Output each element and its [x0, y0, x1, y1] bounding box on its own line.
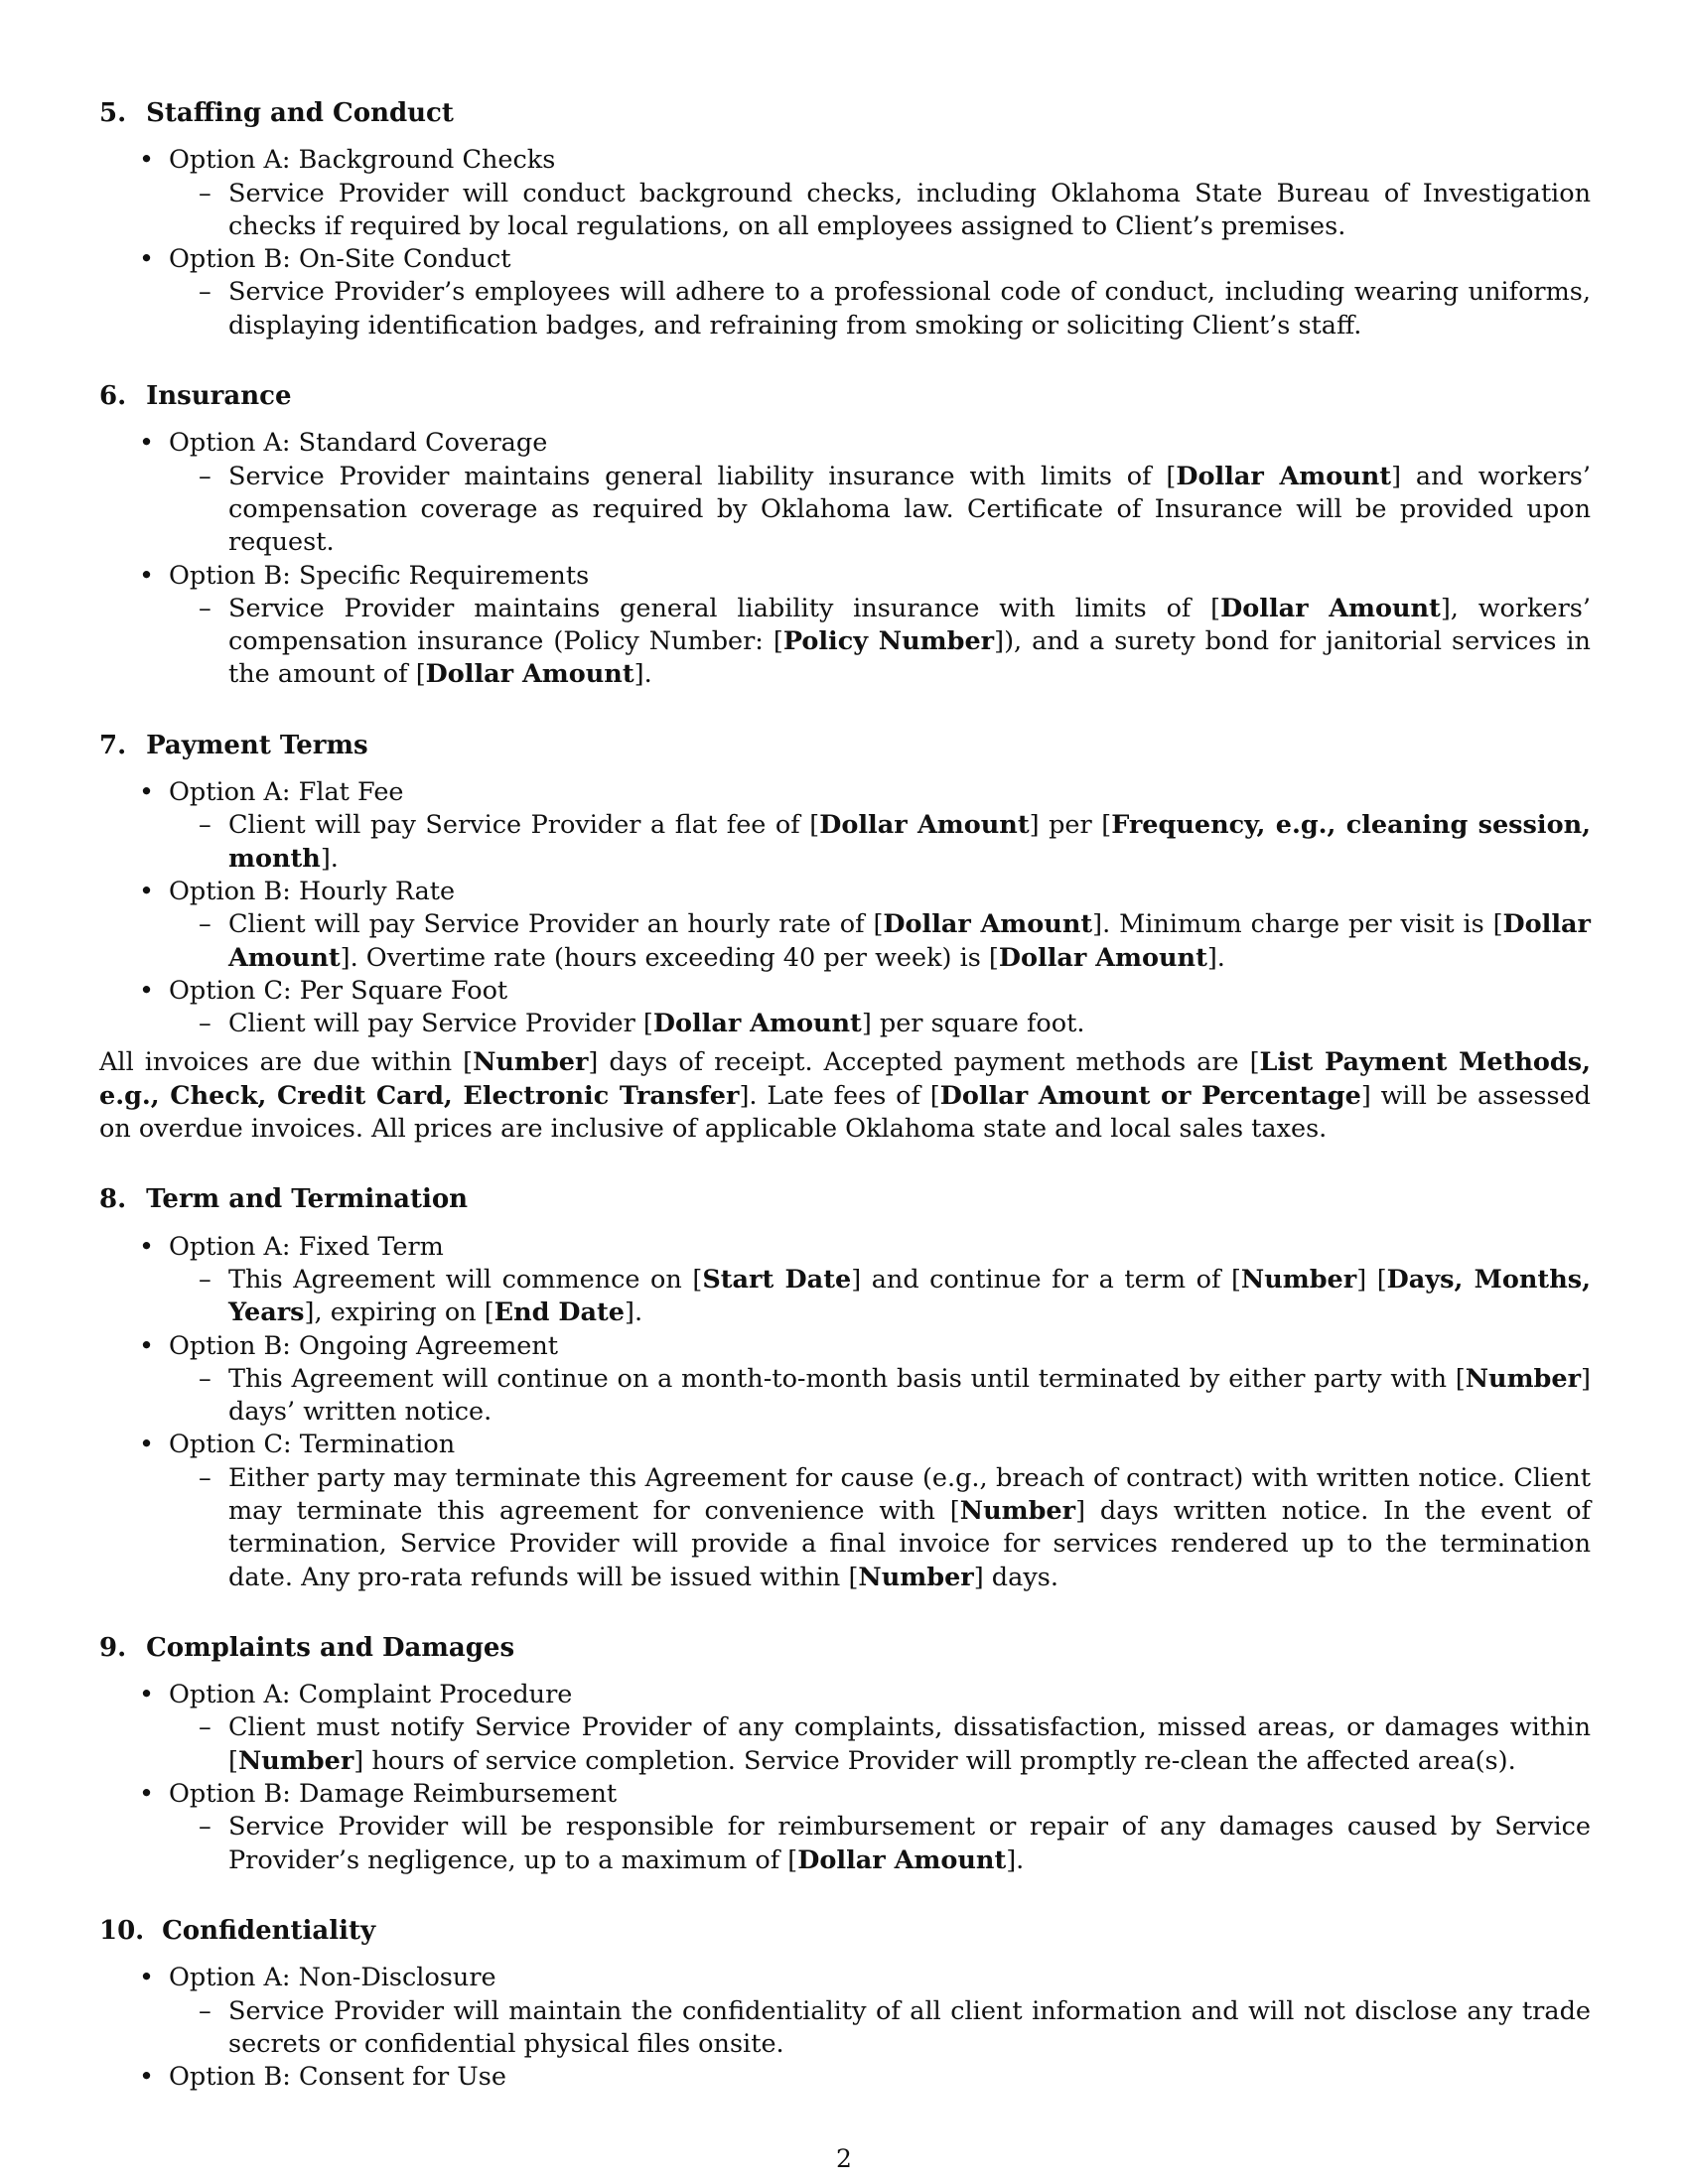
- detail-text: This Agreement will commence on [Start Date] and continue for a term of [Number] [Days, Months, Years], expiring on [End Date].: [228, 1264, 1591, 1328]
- section-title: Complaints and Damages: [146, 1632, 515, 1663]
- detail-text: Client will pay Service Provider [Dollar Amount] per square foot.: [228, 1009, 1085, 1039]
- detail-text: Service Provider maintains general liability insurance with limits of [Dollar Amount] and workers’ compensation coverage as required by Oklahoma law. Certificate of Insurance will be provided upon request.: [228, 461, 1591, 558]
- option-list: [99, 427, 1591, 691]
- dash-icon: –: [199, 810, 211, 841]
- option-label: Option A: Flat Fee: [169, 777, 404, 808]
- dash-icon: –: [199, 593, 211, 623]
- bullet-icon: •: [139, 1231, 155, 1262]
- option-list: [99, 1962, 1591, 2094]
- section-number: 5.: [99, 98, 127, 128]
- option-label: Option B: Specific Requirements: [169, 560, 590, 591]
- placeholder-field: List Payment Methods, e.g., Check, Credit Card, Electronic Transfer: [99, 1047, 1591, 1111]
- page-number: 2: [836, 2144, 852, 2173]
- bullet-icon: •: [139, 1779, 155, 1810]
- placeholder-field: Dollar Amount: [797, 1844, 1007, 1875]
- option-detail: [169, 461, 1591, 560]
- bullet-icon: •: [139, 1330, 155, 1361]
- placeholder-field: Number: [237, 1745, 354, 1776]
- placeholder-field: Number: [959, 1495, 1076, 1526]
- section-title: Payment Terms: [146, 730, 368, 760]
- placeholder-field: Dollar Amount or Percentage: [939, 1080, 1361, 1111]
- option-list: [99, 1231, 1591, 1594]
- dash-icon: –: [199, 1995, 211, 2026]
- dash-icon: –: [199, 1462, 211, 1493]
- section-title: Confidentiality: [162, 1915, 376, 1946]
- option-item: [99, 1962, 1591, 2061]
- bullet-icon: •: [139, 244, 155, 275]
- option-label: Option A: Complaint Procedure: [169, 1680, 573, 1710]
- detail-text: Client must notify Service Provider of any complaints, dissatisfaction, missed areas, or damages within [Number] hours of service completion. Service Provider will promptly re-clean the affected area(s).: [228, 1712, 1591, 1776]
- detail-text: Service Provider will conduct background checks, including Oklahoma State Bureau of Investigation checks if required by local regulations, on all employees assigned to Client’s premises.: [228, 178, 1591, 241]
- option-item: [99, 876, 1591, 975]
- bullet-icon: •: [139, 975, 155, 1006]
- placeholder-field: Dollar Amount: [1176, 461, 1392, 491]
- detail-text: Client will pay Service Provider an hourly rate of [Dollar Amount]. Minimum charge per visit is [Dollar Amount]. Overtime rate (hours exceeding 40 per week) is [Dollar Amount].: [228, 909, 1591, 973]
- section-heading: [99, 97, 1591, 130]
- option-list: [99, 1679, 1591, 1877]
- option-item: [99, 1679, 1591, 1778]
- option-item: [99, 144, 1591, 243]
- section-heading: [99, 1915, 1591, 1948]
- option-label: Option A: Background Checks: [169, 145, 556, 176]
- detail-text: Service Provider’s employees will adhere to a professional code of conduct, including wearing uniforms, displaying identification badges, and refraining from smoking or soliciting Client’s staff.: [228, 277, 1591, 341]
- section-insurance: [99, 380, 1591, 692]
- dash-icon: –: [199, 1264, 211, 1295]
- section-heading: [99, 730, 1591, 762]
- option-detail: [169, 1363, 1591, 1430]
- section-payment-terms: [99, 730, 1591, 1147]
- placeholder-field: Dollar Amount: [425, 659, 634, 690]
- option-label: Option B: On-Site Conduct: [169, 244, 511, 275]
- payment-terms-paragraph: All invoices are due within [Number] days of receipt. Accepted payment methods are [List Payment Methods, e.g., Check, Credit Card, Electronic Transfer]. Late fees of [Dollar Amount or Percentage] will be assessed on overdue invoices. All prices are inclusive of applicable Oklahoma state and local sales taxes.: [99, 1047, 1591, 1145]
- option-detail: [169, 1008, 1591, 1040]
- section-number: 6.: [99, 381, 127, 412]
- option-item: [99, 1330, 1591, 1430]
- dash-icon: –: [199, 1812, 211, 1843]
- placeholder-field: Number: [1240, 1264, 1357, 1295]
- detail-text: Either party may terminate this Agreement for cause (e.g., breach of contract) with written notice. Client may terminate this agreement for convenience with [Number] days written notice. In the event of termination, Service Provider will provide a final invoice for services rendered up to the termination date. Any pro-rata refunds will be issued within [Number] days.: [228, 1462, 1591, 1592]
- option-label: Option A: Non-Disclosure: [169, 1963, 496, 1993]
- placeholder-field: Dollar Amount: [652, 1009, 862, 1039]
- option-detail: [169, 809, 1591, 876]
- placeholder-field: Dollar Amount: [1220, 593, 1441, 623]
- section-complaints-and-damages: [99, 1632, 1591, 1877]
- option-label: Option A: Standard Coverage: [169, 428, 548, 459]
- option-detail: [169, 593, 1591, 692]
- option-detail: [169, 908, 1591, 975]
- bullet-icon: •: [139, 1680, 155, 1710]
- placeholder-field: Number: [473, 1047, 589, 1078]
- bullet-icon: •: [139, 777, 155, 808]
- option-detail: [169, 1462, 1591, 1594]
- section-term-and-termination: [99, 1183, 1591, 1594]
- option-detail: [169, 1711, 1591, 1778]
- section-staffing-and-conduct: [99, 97, 1591, 342]
- placeholder-field: End Date: [493, 1297, 625, 1328]
- section-number: 7.: [99, 730, 127, 760]
- placeholder-field: Frequency, e.g., cleaning session, month: [228, 810, 1591, 874]
- option-item: [99, 243, 1591, 342]
- bullet-icon: •: [139, 2062, 155, 2093]
- bullet-icon: •: [139, 145, 155, 176]
- dash-icon: –: [199, 178, 211, 208]
- section-title: Term and Termination: [146, 1184, 469, 1215]
- dash-icon: –: [199, 1363, 211, 1394]
- option-detail: [169, 1995, 1591, 2062]
- option-item: [99, 560, 1591, 692]
- placeholder-field: Number: [858, 1562, 974, 1592]
- dash-icon: –: [199, 909, 211, 940]
- section-number: 8.: [99, 1184, 127, 1215]
- bullet-icon: •: [139, 560, 155, 591]
- placeholder-field: Number: [1465, 1363, 1582, 1394]
- bullet-icon: •: [139, 1430, 155, 1460]
- option-list: [99, 144, 1591, 342]
- section-title: Staffing and Conduct: [146, 98, 454, 128]
- option-label: Option A: Fixed Term: [169, 1231, 444, 1262]
- option-detail: [169, 276, 1591, 342]
- placeholder-field: Dollar Amount: [998, 942, 1207, 973]
- section-number: 10.: [99, 1915, 145, 1946]
- placeholder-field: Dollar Amount: [228, 909, 1591, 973]
- placeholder-field: Policy Number: [782, 626, 995, 657]
- section-heading: [99, 1632, 1591, 1665]
- dash-icon: –: [199, 1712, 211, 1743]
- option-item: [99, 1429, 1591, 1593]
- option-list: [99, 776, 1591, 1040]
- document-page: [99, 97, 1591, 2131]
- option-item: [99, 2061, 1591, 2094]
- placeholder-field: Dollar Amount: [883, 909, 1093, 940]
- option-detail: [169, 1264, 1591, 1330]
- option-label: Option B: Consent for Use: [169, 2062, 506, 2093]
- detail-text: This Agreement will continue on a month-to-month basis until terminated by either party with [Number] days’ written notice.: [228, 1363, 1591, 1428]
- section-heading: [99, 1183, 1591, 1216]
- detail-text: Service Provider maintains general liability insurance with limits of [Dollar Amount], workers’ compensation insurance (Policy Number: [Policy Number]), and a surety bond for janitorial services in the amount of [Dollar Amount].: [228, 593, 1591, 690]
- option-label: Option B: Damage Reimbursement: [169, 1779, 618, 1810]
- bullet-icon: •: [139, 876, 155, 906]
- detail-text: Service Provider will maintain the confidentiality of all client information and will not disclose any trade secrets or confidential physical files onsite.: [228, 1995, 1591, 2059]
- section-title: Insurance: [146, 381, 292, 412]
- dash-icon: –: [199, 461, 211, 491]
- placeholder-field: Days, Months, Years: [228, 1264, 1591, 1328]
- option-label: Option B: Ongoing Agreement: [169, 1330, 559, 1361]
- option-detail: [169, 1811, 1591, 1877]
- bullet-icon: •: [139, 1963, 155, 1993]
- option-item: [99, 1231, 1591, 1330]
- option-item: [99, 427, 1591, 559]
- option-label: Option C: Termination: [169, 1430, 456, 1460]
- section-heading: [99, 380, 1591, 413]
- placeholder-field: Dollar Amount: [819, 810, 1030, 841]
- detail-text: Client will pay Service Provider a flat fee of [Dollar Amount] per [Frequency, e.g., cleaning session, month].: [228, 810, 1591, 874]
- dash-icon: –: [199, 1009, 211, 1039]
- detail-text: Service Provider will be responsible for reimbursement or repair of any damages caused by Service Provider’s negligence, up to a maximum of [Dollar Amount].: [228, 1812, 1591, 1875]
- section-confidentiality: [99, 1915, 1591, 2094]
- option-label: Option C: Per Square Foot: [169, 975, 508, 1006]
- dash-icon: –: [199, 277, 211, 308]
- option-item: [99, 1778, 1591, 1877]
- option-detail: [169, 178, 1591, 244]
- option-label: Option B: Hourly Rate: [169, 876, 456, 906]
- section-number: 9.: [99, 1632, 127, 1663]
- placeholder-field: Start Date: [702, 1264, 852, 1295]
- option-item: [99, 975, 1591, 1041]
- option-item: [99, 776, 1591, 876]
- bullet-icon: •: [139, 428, 155, 459]
